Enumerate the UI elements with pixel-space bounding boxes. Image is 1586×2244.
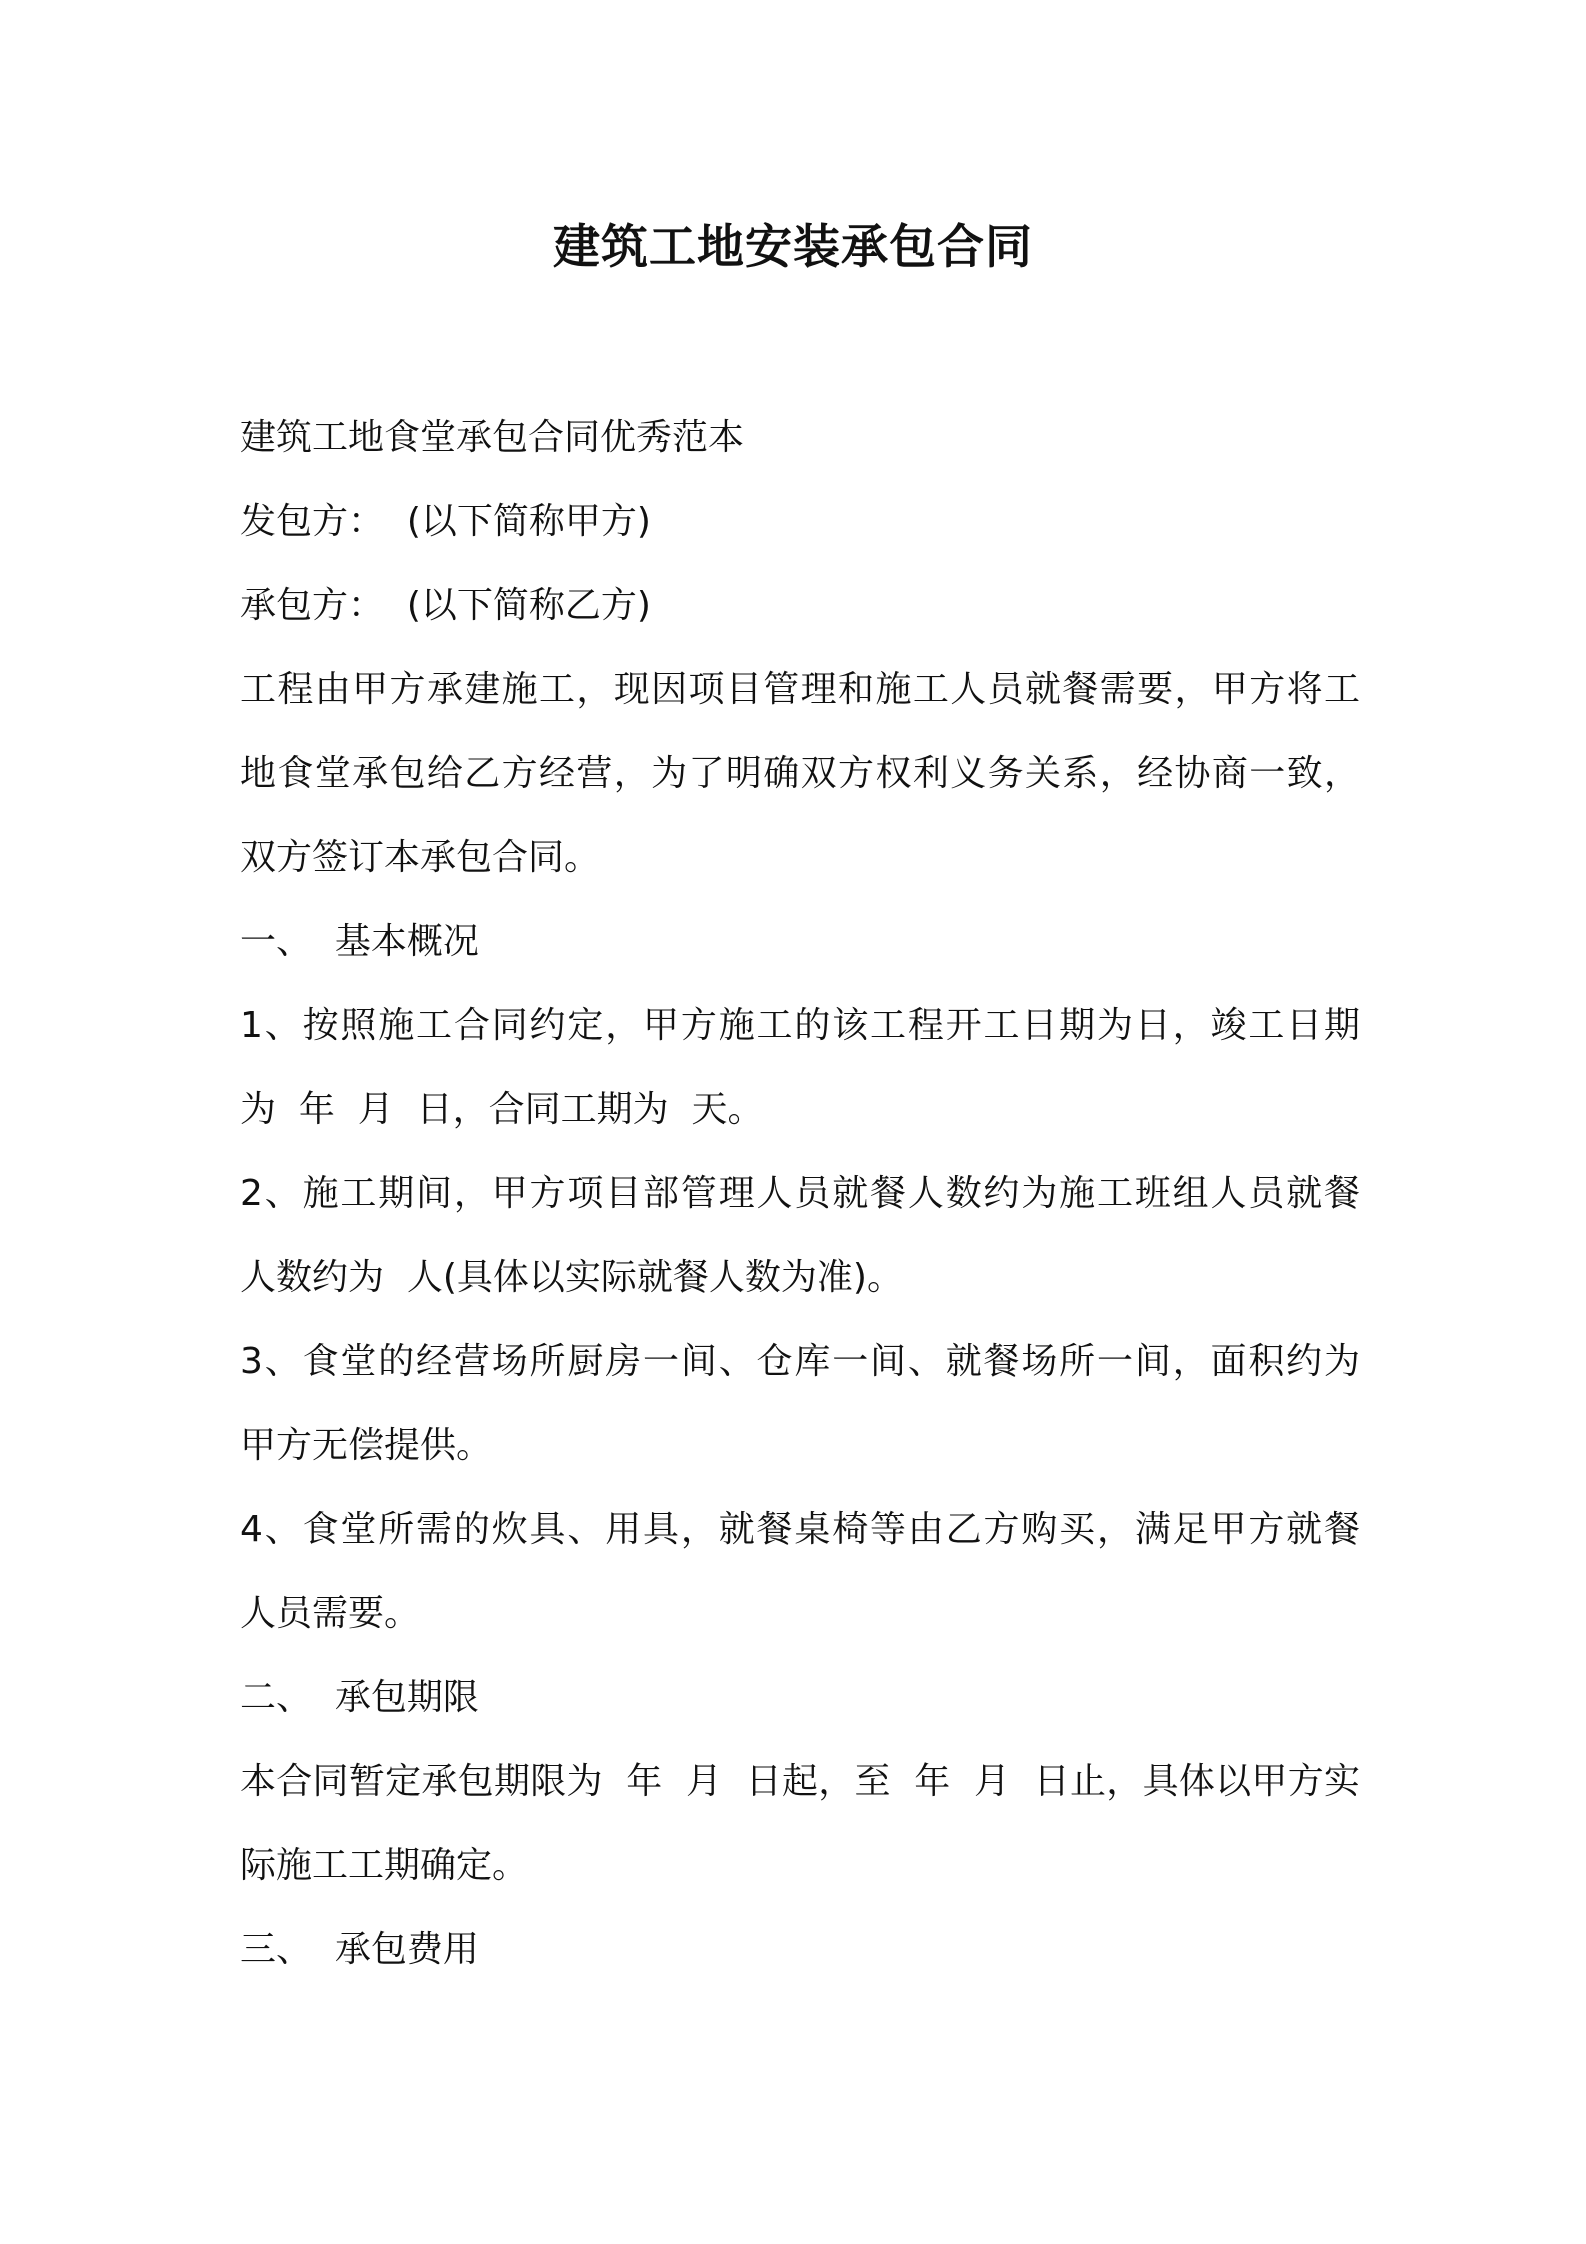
document-subtitle: 建筑工地食堂承包合同优秀范本 [240, 417, 745, 458]
document-body [240, 396, 1360, 1992]
paragraph-line: 人员需要。 [240, 1593, 421, 1634]
paragraph-line: 4、食堂所需的炊具、用具，就餐桌椅等由乙方购买，满足甲方就餐 [240, 1509, 1360, 1550]
party-a-line: 发包方： (以下简称甲方) [240, 501, 651, 542]
paragraph-line: 工程由甲方承建施工，现因项目管理和施工人员就餐需要，甲方将工 [240, 669, 1360, 710]
paragraph-line: 2、施工期间，甲方项目部管理人员就餐人数约为施工班组人员就餐 [240, 1173, 1360, 1214]
section-heading: 二、 承包期限 [240, 1677, 479, 1718]
paragraph-line: 甲方无偿提供。 [240, 1425, 493, 1466]
paragraph-line: 人数约为 人(具体以实际就餐人数为准)。 [240, 1257, 903, 1298]
paragraph-line: 1、按照施工合同约定，甲方施工的该工程开工日期为日，竣工日期 [240, 1005, 1360, 1046]
paragraph-line: 地食堂承包给乙方经营，为了明确双方权利义务关系，经协商一致， [240, 753, 1360, 794]
paragraph-line: 本合同暂定承包期限为 年 月 日起，至 年 月 日止，具体以甲方实 [240, 1761, 1360, 1802]
section-heading: 三、 承包费用 [240, 1929, 479, 1970]
paragraph-line: 为 年 月 日，合同工期为 天。 [240, 1089, 764, 1130]
paragraph-line: 3、食堂的经营场所厨房一间、仓库一间、就餐场所一间，面积约为 [240, 1341, 1360, 1382]
section-heading: 一、 基本概况 [240, 921, 479, 962]
document-title: 建筑工地安装承包合同 [553, 220, 1033, 275]
paragraph-line: 双方签订本承包合同。 [240, 837, 601, 878]
paragraph-line: 际施工工期确定。 [240, 1845, 529, 1886]
party-b-line: 承包方： (以下简称乙方) [240, 585, 651, 626]
